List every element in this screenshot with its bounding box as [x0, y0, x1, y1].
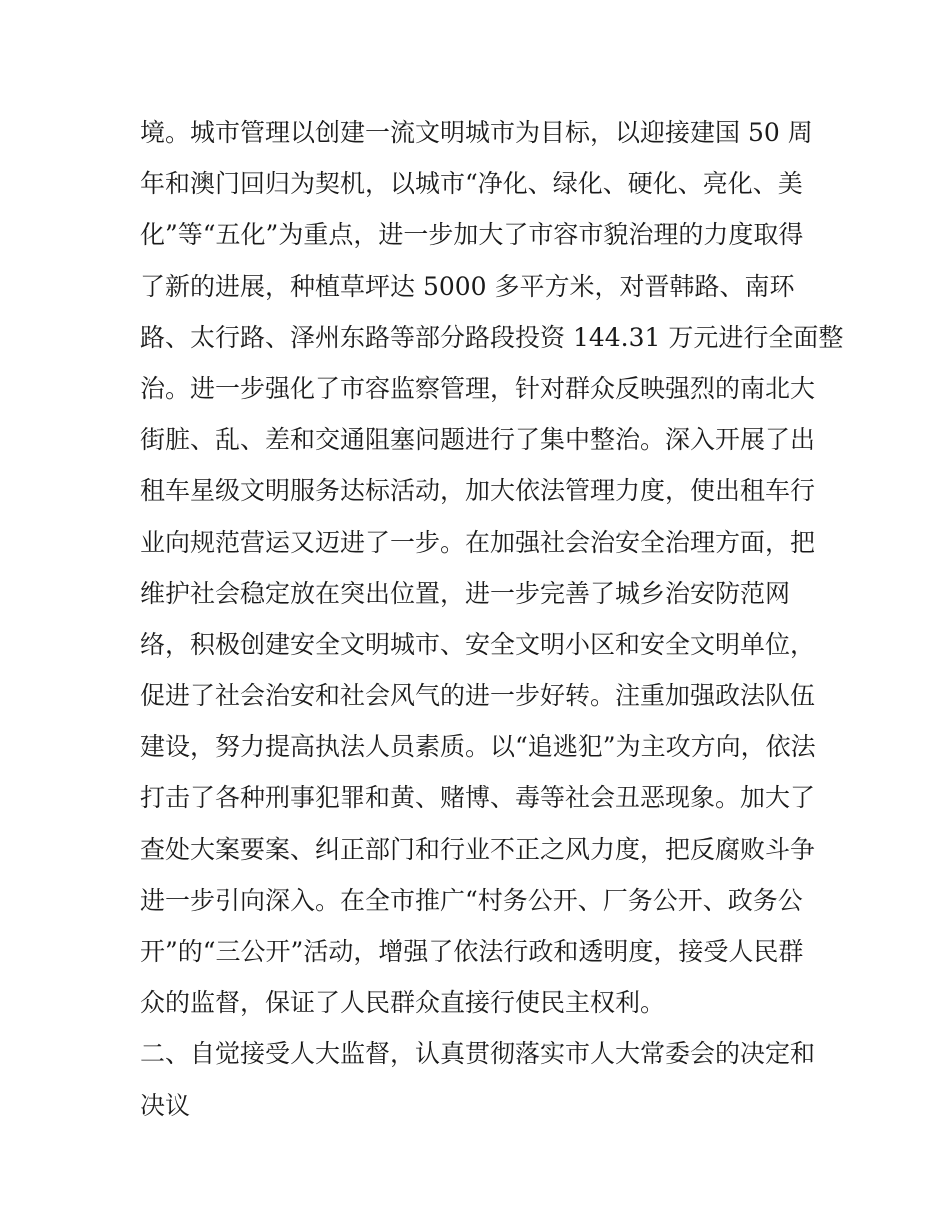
text-line: 查处大案要案、纠正部门和行业不正之风力度，把反腐败斗争: [140, 834, 816, 864]
text-line: 治。进一步强化了市容监察管理，针对群众反映强烈的南北大: [140, 373, 816, 403]
text-line: 促进了社会治安和社会风气的进一步好转。注重加强政法队伍: [140, 681, 816, 711]
text-line: 租车星级文明服务达标活动，加大依法管理力度，使出租车行: [140, 476, 816, 506]
text-line: 了新的进展，种植草坪达 5000 多平方米，对晋韩路、南环: [140, 271, 795, 301]
text-line: 络，积极创建安全文明城市、安全文明小区和安全文明单位，: [140, 629, 816, 659]
section-heading: 二、自觉接受人大监督，认真贯彻落实市人大常委会的决定和: [140, 1039, 816, 1069]
text-line: 业向规范营运又迈进了一步。在加强社会治安全治理方面，把: [140, 527, 816, 557]
text-line: 街脏、乱、差和交通阻塞问题进行了集中整治。深入开展了出: [140, 425, 816, 455]
text-line: 维护社会稳定放在突出位置，进一步完善了城乡治安防范网: [140, 578, 791, 608]
text-line: 众的监督，保证了人民群众直接行使民主权利。: [140, 988, 666, 1018]
text-line: 年和澳门回归为契机，以城市“净化、绿化、硬化、亮化、美: [140, 169, 803, 199]
body-text: [140, 107, 844, 1131]
section-heading-continued: 决议: [140, 1090, 191, 1120]
text-line: 打击了各种刑事犯罪和黄、赌博、毒等社会丑恶现象。加大了: [140, 783, 816, 813]
text-line: 进一步引向深入。在全市推广“村务公开、厂务公开、政务公: [140, 885, 803, 915]
text-line: 建设，努力提高执法人员素质。以“追逃犯”为主攻方向，依法: [140, 732, 816, 762]
text-line: 境。城市管理以创建一流文明城市为目标，以迎接建国 50 周: [140, 118, 813, 147]
text-line: 开”的“三公开”活动，增强了依法行政和透明度，接受人民群: [140, 937, 804, 966]
text-line: 化”等“五化”为重点，进一步加大了市容市貌治理的力度取得: [140, 220, 804, 250]
text-line: 路、太行路、泽州东路等部分路段投资 144.31 万元进行全面整: [140, 322, 844, 352]
